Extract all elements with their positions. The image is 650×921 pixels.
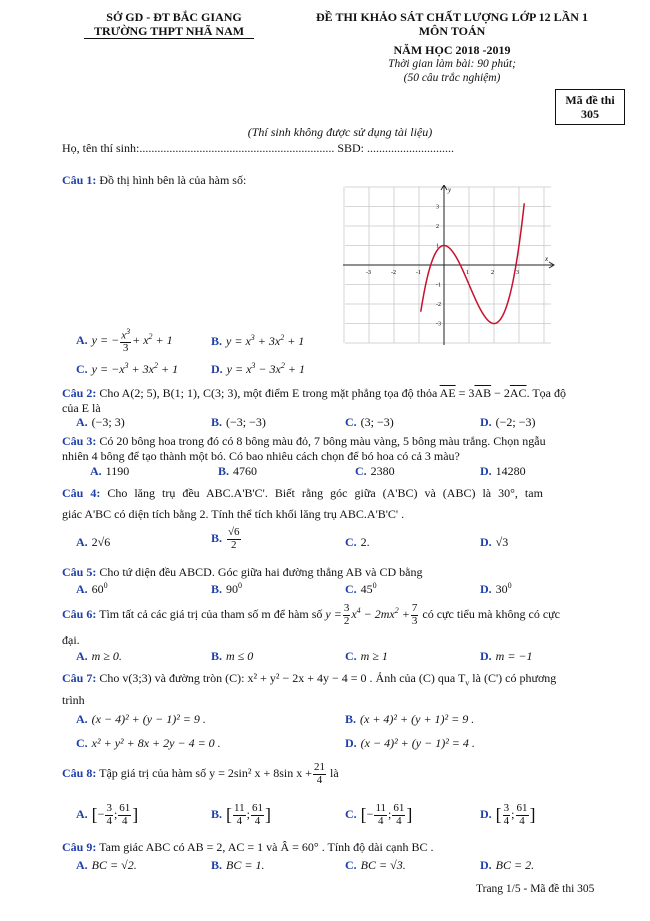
q1-option-b[interactable]: B. $y = x^3 + 3x^2 + 1$ xyxy=(211,333,305,348)
q3-option-b[interactable]: B. 4760 xyxy=(218,464,258,478)
q7-option-b[interactable]: B. (x + 4)² + (y + 1)² = 9 . xyxy=(345,712,475,726)
q4-option-a[interactable]: A. 2√6 xyxy=(76,535,111,549)
q9-option-c[interactable]: C. BC = √3. xyxy=(345,858,406,872)
question-number: Câu 1: xyxy=(62,173,97,187)
q2-option-b[interactable]: B. (−3; −3) xyxy=(211,415,266,429)
exam-title: ĐỀ THI KHẢO SÁT CHẤT LƯỢNG LỚP 12 LẦN 1 xyxy=(316,10,588,24)
question-text: Đồ thị hình bên là của hàm số: xyxy=(99,173,247,187)
y-tick-label: -1 xyxy=(436,282,441,289)
q9-option-a[interactable]: A. BC = √2. xyxy=(76,858,137,872)
question-2: Câu 2: Cho A(2; 5), B(1; 1), C(3; 3), một điểm E trong mặt phẳng tọa độ thỏa $\overline{AE} = 3\overline{AB} - 2\overline{AC}$. Tọa độ xyxy=(62,386,567,400)
q6-option-a[interactable]: A. m ≥ 0. xyxy=(76,649,122,663)
q8-option-d[interactable]: D. [ $\frac{3}{4}$ ; $\frac{61}{4}$ ] xyxy=(480,802,536,827)
subject: MÔN TOÁN xyxy=(418,24,486,38)
school-name: TRƯỜNG THPT NHÃ NAM xyxy=(84,24,254,39)
q9-option-b[interactable]: B. BC = 1. xyxy=(211,858,265,872)
question-4: Câu 4: Cho lăng trụ đều ABC.A'B'C'. Biết rằng góc giữa (A'BC) và (ABC) là 30°, tam xyxy=(62,486,543,500)
q8-option-c[interactable]: C. [− $\frac{11}{4}$ ; $\frac{61}{4}$ ] xyxy=(345,802,413,827)
q7-option-c[interactable]: C. x² + y² + 8x + 2y − 4 = 0 . xyxy=(76,736,221,750)
q2-option-c[interactable]: C. (3; −3) xyxy=(345,415,394,429)
exam-code-label: Mã đề thi xyxy=(565,93,615,107)
x-tick-label: 1 xyxy=(466,270,469,276)
q6-option-c[interactable]: C. m ≥ 1 xyxy=(345,649,388,663)
q4-option-c[interactable]: C. 2. xyxy=(345,535,370,549)
x-axis-label: x xyxy=(545,255,549,263)
question-5: Câu 5: Cho tứ diện đều ABCD. Góc giữa hai đường thẳng AB và CD bằng xyxy=(62,565,423,579)
exam-time: Thời gian làm bài: 90 phút; xyxy=(388,58,516,70)
student-info-line: Họ, tên thí sinh:................................................................. SBD: ............................. xyxy=(62,141,455,155)
question-9: Câu 9: Tam giác ABC có AB = 2, AC = 1 và Â = 60° . Tính độ dài cạnh BC . xyxy=(62,840,434,854)
question-3-line-2: nhiên 4 bông để tạo thành một bó. Có bao nhiêu cách chọn để bó hoa có cả 3 màu? xyxy=(62,449,460,463)
question-2-line-2: của E là xyxy=(62,401,101,415)
question-7-line-2: trình xyxy=(62,693,85,707)
q4-option-d[interactable]: D. √3 xyxy=(480,535,509,549)
x-tick-label: -3 xyxy=(366,270,371,276)
q5-option-c[interactable]: C. $45^0$ xyxy=(345,581,377,596)
y-axis-label: y xyxy=(448,186,452,194)
q5-option-a[interactable]: A. $60^0$ xyxy=(76,581,108,596)
q8-option-a[interactable]: A. [− $\frac{3}{4}$ ; $\frac{61}{4}$ ] xyxy=(76,802,139,827)
q7-option-a[interactable]: A. (x − 4)² + (y − 1)² = 9 . xyxy=(76,712,206,726)
q6-option-d[interactable]: D. m = −1 xyxy=(480,649,533,663)
function-graph xyxy=(343,185,555,345)
exam-code-box xyxy=(555,89,625,125)
q9-option-d[interactable]: D. BC = 2. xyxy=(480,858,535,872)
x-tick-label: -2 xyxy=(391,270,396,276)
q3-option-a[interactable]: A. 1190 xyxy=(90,464,130,478)
exam-code: 305 xyxy=(581,107,599,122)
notice: (Thí sinh không được sử dụng tài liệu) xyxy=(247,125,433,139)
x-tick-label: 3 xyxy=(516,270,519,276)
q5-option-b[interactable]: B. $90^0$ xyxy=(211,581,243,596)
q8-option-b[interactable]: B. [ $\frac{11}{4}$ ; $\frac{61}{4}$ ] xyxy=(211,802,271,827)
question-7: Câu 7: Cho v(3;3) và đường tròn (C): x² + y² − 2x + 4y − 4 = 0 . Ảnh của (C) qua $T_v$ là (C') có phương xyxy=(62,671,557,688)
y-tick-label: 1 xyxy=(436,243,439,250)
dept-name: SỞ GD - ĐT BẮC GIANG xyxy=(106,10,242,24)
q6-option-b[interactable]: B. m ≤ 0 xyxy=(211,649,254,663)
q5-option-d[interactable]: D. $30^0$ xyxy=(480,581,512,596)
y-tick-label: -2 xyxy=(436,302,441,308)
question-6-line-2: đại. xyxy=(62,633,80,647)
y-tick-label: 3 xyxy=(436,204,439,211)
x-tick-label: -1 xyxy=(416,270,421,276)
y-tick-label: -3 xyxy=(436,321,441,328)
question-8: Câu 8: Tập giá trị của hàm số y = 2sin² x + 8sin x + $\frac{21}{4}$ là xyxy=(62,761,339,786)
q1-option-c[interactable]: C. $y = -x^3 + 3x^2 + 1$ xyxy=(76,361,179,376)
question-6: Câu 6: Tìm tất cả các giá trị của tham số m để hàm số y = $\frac{3}{2}$ $x^4 - 2mx^2$ + $\frac{7}{3}$ có cực tiểu mà không có cực xyxy=(62,602,560,627)
q2-option-d[interactable]: D. (−2; −3) xyxy=(480,415,536,429)
question-4-line-2: giác A'BC có diện tích bằng 2. Tính thể tích khối lăng trụ ABC.A'B'C' . xyxy=(62,507,405,521)
q3-option-c[interactable]: C. 2380 xyxy=(355,464,395,478)
q2-option-a[interactable]: A. (−3; 3) xyxy=(76,415,125,429)
page-footer: Trang 1/5 - Mã đề thi 305 xyxy=(476,883,595,895)
x-tick-label: 2 xyxy=(491,270,494,276)
q1-option-d[interactable]: D. $y = x^3 - 3x^2 + 1$ xyxy=(211,361,305,376)
question-3: Câu 3: Có 20 bông hoa trong đó có 8 bông màu đỏ, 7 bông màu vàng, 5 bông màu trắng. Chọn ngẫu xyxy=(62,434,546,448)
question-count: (50 câu trắc nghiệm) xyxy=(403,72,501,84)
q1-option-a[interactable]: A. y = − $\frac{x^3}{3}$ + $x^2 + 1$ xyxy=(76,327,173,355)
q3-option-d[interactable]: D. 14280 xyxy=(480,464,526,478)
q7-option-d[interactable]: D. (x − 4)² + (y − 1)² = 4 . xyxy=(345,736,475,750)
school-year: NĂM HỌC 2018 -2019 xyxy=(393,43,511,57)
q4-option-b[interactable]: B. $\frac{√6}{2}$ xyxy=(211,526,240,551)
y-tick-label: 2 xyxy=(436,224,439,230)
